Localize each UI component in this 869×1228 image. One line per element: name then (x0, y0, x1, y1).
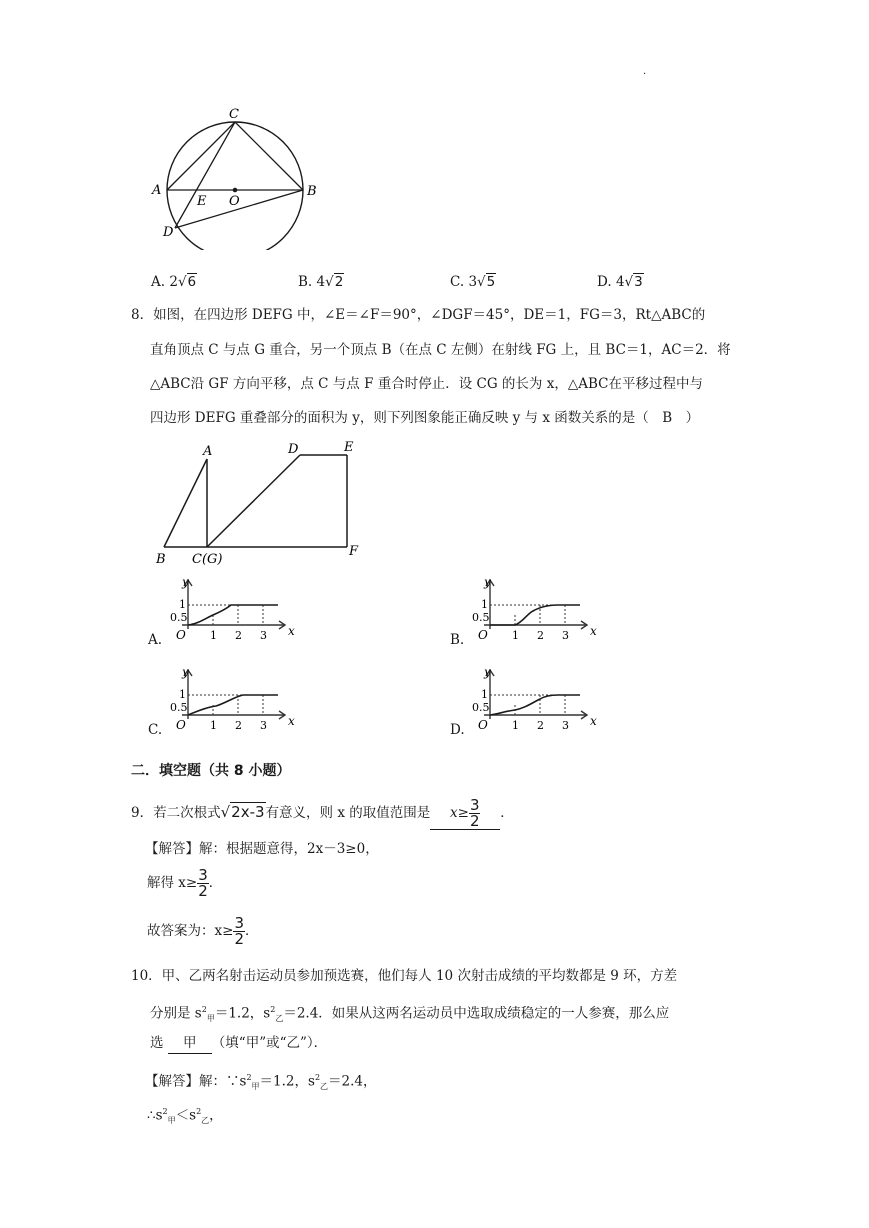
x-tick-2: 2 (537, 629, 544, 642)
x-tick-1: 1 (512, 719, 519, 732)
origin-label: O (176, 628, 186, 642)
q8-line-1: 8．如图，在四边形 DEFG 中，∠E＝∠F＝90°，∠DGF＝45°，DE＝1，FG＝3，Rt△ABC的 (131, 307, 706, 323)
y-tick-0-5: 0.5 (170, 611, 188, 624)
q8-line-2: 直角顶点 C 与点 G 重合，另一个顶点 B（在点 C 左侧）在射线 FG 上，且 BC＝1，AC＝2．将 (150, 342, 731, 358)
chord-cb (235, 122, 303, 190)
label-a: A (203, 444, 213, 459)
origin-label: O (478, 628, 488, 642)
y-tick-1: 1 (179, 688, 186, 701)
x-label: x (590, 624, 597, 638)
label-e: E (197, 194, 207, 209)
x-tick-3: 3 (562, 719, 569, 732)
y-tick-1: 1 (179, 598, 186, 611)
x-tick-2: 2 (235, 719, 242, 732)
y-tick-1: 1 (481, 688, 488, 701)
q10-solution-2: $\therefore s^2_甲<s^2_乙$， (147, 1107, 223, 1126)
origin-label: O (478, 718, 488, 732)
chord-ac (167, 122, 235, 190)
x-tick-2: 2 (235, 629, 242, 642)
function-curve (188, 605, 278, 625)
q8-line-4: 四边形 DEFG 重叠部分的面积为 y，则下列图象能正确反映 y 与 x 函数关系的是（ B ） (150, 410, 700, 426)
label-a: A (152, 183, 162, 198)
y-tick-0-5: 0.5 (472, 701, 490, 714)
x-tick-3: 3 (260, 629, 267, 642)
graph-option-label-d: D. (450, 722, 465, 738)
q9-solution-1: 【解答】解：根据题意得，2x－3≥0， (145, 841, 379, 857)
label-d: D (163, 225, 174, 240)
graph-option-d (470, 667, 600, 742)
graph-option-b (470, 577, 600, 652)
circle-o (167, 122, 303, 250)
label-c: C (229, 107, 239, 122)
function-curve (188, 695, 278, 715)
y-tick-0-5: 0.5 (472, 611, 490, 624)
function-curve (490, 605, 580, 625)
q8-line-3: △ABC沿 GF 方向平移，点 C 与点 F 重合时停止．设 CG 的长为 x，△ABC在平移过程中与 (150, 376, 703, 392)
y-tick-0-5: 0.5 (170, 701, 188, 714)
graph-option-a (168, 577, 298, 652)
graph-option-c (168, 667, 298, 742)
q10-answer: 甲 (168, 1033, 212, 1054)
label-f: F (349, 544, 359, 559)
label-e: E (344, 440, 354, 455)
label-b: B (156, 552, 166, 567)
origin-label: O (176, 718, 186, 732)
page-mark: . (643, 66, 647, 77)
label-b: B (307, 184, 317, 199)
y-label: y (182, 667, 189, 679)
label-d: D (288, 442, 299, 457)
y-label: y (484, 667, 491, 679)
function-curve (490, 695, 580, 715)
option-d: D. 4√3 (597, 274, 643, 290)
label-o: O (229, 194, 240, 209)
quadrilateral-figure (150, 435, 370, 570)
graph-option-label-b: B. (450, 632, 465, 648)
section-title: 二．填空题（共 8 小题） (131, 763, 291, 779)
x-tick-2: 2 (537, 719, 544, 732)
label-cg: C(G) (192, 552, 223, 567)
x-tick-1: 1 (210, 629, 217, 642)
x-tick-3: 3 (260, 719, 267, 732)
y-tick-1: 1 (481, 598, 488, 611)
x-tick-3: 3 (562, 629, 569, 642)
q10-line-2: 分别是 $s^2_甲=1.2$，$s^2_乙=2.4$．如果从这两名运动员中选取成绩稳定的一人参赛，那么应 (150, 1005, 670, 1024)
x-label: x (288, 624, 295, 638)
q9-solution-3: 故答案为：x≥ $\frac{3}{2}$ ． (147, 914, 259, 948)
graph-option-label-a: A. (148, 632, 163, 648)
option-b: B. 4√2 (298, 274, 344, 290)
graph-option-label-c: C. (148, 722, 163, 738)
circle-figure (145, 100, 335, 250)
option-c: C. 3√5 (450, 274, 496, 290)
y-label: y (182, 577, 189, 589)
chord-cd (175, 122, 235, 228)
q9-solution-2: 解得 x≥ $\frac{3}{2}$ ． (147, 866, 223, 900)
x-label: x (590, 714, 597, 728)
q10-line-1: 10．甲、乙两名射击运动员参加预选赛，他们每人 10 次射击成绩的平均数都是 9 环，方差 (131, 968, 678, 984)
q10-solution-1: 【解答】解：$\because s^2_甲=1.2$，$s^2_乙=2.4$， (145, 1073, 377, 1092)
x-tick-1: 1 (512, 629, 519, 642)
x-tick-1: 1 (210, 719, 217, 732)
q9-question: 9．若二次根式√2x-3有意义，则 x 的取值范围是 x≥ $\frac{3}{2}$ ． (131, 796, 514, 830)
center-point (233, 188, 238, 193)
option-a: A. 2√6 (151, 274, 197, 290)
y-label: y (484, 577, 491, 589)
x-label: x (288, 714, 295, 728)
q10-line-3: 选 甲 （填“甲”或“乙”）． (150, 1033, 327, 1054)
